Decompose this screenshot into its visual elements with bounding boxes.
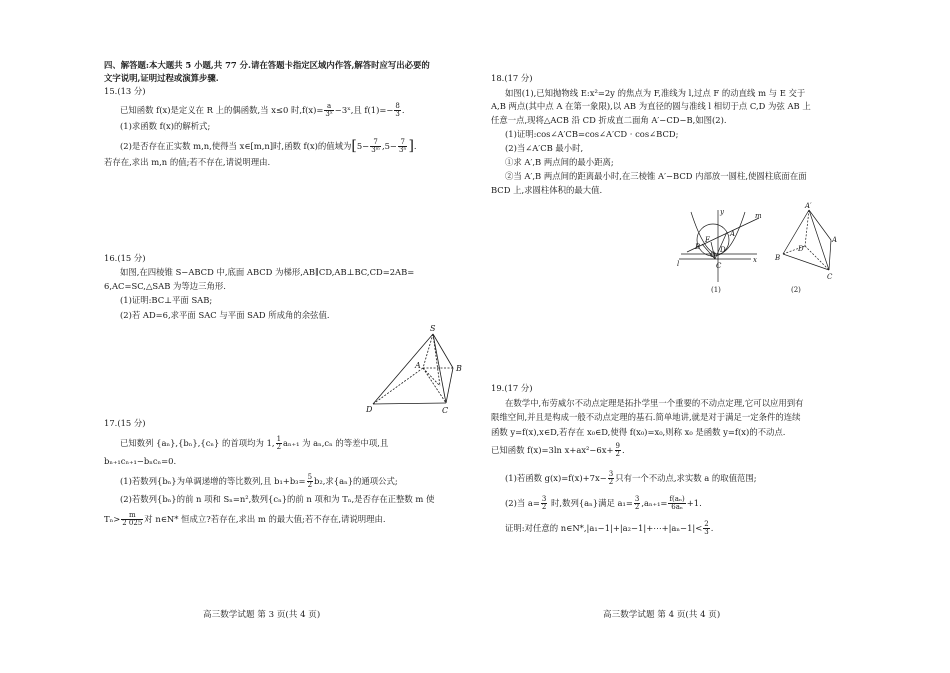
label-l: l xyxy=(677,260,680,268)
label-A: A xyxy=(832,236,837,244)
label-C: C xyxy=(442,406,449,414)
section-heading-line2: 文字说明,证明过程或演算步骤. xyxy=(104,73,219,83)
aux-line xyxy=(423,368,440,386)
q18-part2: (2)当∠A′CB 最小时, xyxy=(505,143,584,153)
height-line xyxy=(433,334,440,386)
q17-number: 17.(15 分) xyxy=(104,418,146,428)
q17-part2-cont: Tₙ> $\frac{m}{2 025}$ 对 n∈N* 恒成立?若存在,求出 m 的最大值;若不存在,请说明理由. xyxy=(104,511,386,527)
edge-A'A xyxy=(809,210,831,240)
q19-stem-line1: 在数学中,布劳威尔不动点定理是拓扑学里一个重要的不动点定理,它可以应用到有 xyxy=(505,398,804,408)
label-O: O xyxy=(710,251,716,259)
label-m: m xyxy=(755,212,762,220)
label-D: D xyxy=(366,405,373,414)
q18-part2-ii-cont: BCD 上,求圆柱体积的最大值. xyxy=(491,185,603,195)
q17-stem-line2: bₙ₊₁cₙ₊₁−bₙcₙ=0. xyxy=(104,456,177,466)
figure1-caption: (1) xyxy=(711,286,721,294)
figure2-caption: (2) xyxy=(791,286,801,294)
label-B: B xyxy=(695,243,701,251)
label-y: y xyxy=(720,208,724,216)
edge-A'C xyxy=(809,210,829,270)
page-4 xyxy=(475,0,950,673)
q16-stem-line1: 如图,在四棱锥 S−ABCD 中,底面 ABCD 为梯形,AB∥CD,AB⊥BC,CD=2AB= xyxy=(120,267,415,277)
q18-part2-ii: ②当 A′,B 两点间的距离最小时,在三棱锥 A′−BCD 内部放一圆柱,使圆柱底面在面 xyxy=(505,171,807,181)
label-B: B xyxy=(456,364,462,373)
label-D: D xyxy=(720,246,726,254)
label-C: C xyxy=(827,273,833,281)
q19-function: 已知函数 f(x)=3ln x+ax²−6x+ $\frac{9}{2}$ . xyxy=(491,442,625,458)
label-x: x xyxy=(753,256,757,264)
edge-DA xyxy=(373,368,423,404)
q16-stem-line2: 6,AC=SC,△SAB 为等边三角形. xyxy=(104,281,226,291)
label-C: C xyxy=(716,262,722,270)
q19-part2-proof: 证明:对任意的 n∈N*,|a₁−1|+|a₂−1|+⋯+|aₙ−1|< $\frac{2}{3}$ . xyxy=(505,520,714,536)
q18-part2-i: ①求 A′,B 两点间的最小距离; xyxy=(505,157,614,167)
q16-number: 16.(15 分) xyxy=(104,253,146,263)
q18-number: 18.(17 分) xyxy=(491,73,533,83)
q19-part2: (2)当 a= $\frac{3}{2}$ 时,数列{aₙ}满足 a₁= $\frac{3}{2}$ ,aₙ₊₁= $\frac{\text{f(aₙ)}}{\text{6aₙ}}$ +1. xyxy=(505,495,702,511)
q15-part1: (1)求函数 f(x)的解析式; xyxy=(120,121,211,131)
edge-DC xyxy=(373,403,446,404)
q19-stem-line2: 限维空间,并且是构成一般不动点定理的基石.简单地讲,就是对于满足一定条件的连续 xyxy=(491,412,801,422)
q15-number: 15.(13 分) xyxy=(104,86,146,96)
q16-part1: (1)证明:BC⊥平面 SAB; xyxy=(120,295,213,305)
section-heading-line1: 四、解答题:本大题共 5 小题,共 77 分.请在答题卡指定区域内作答,解答时应写出必要的 xyxy=(104,60,430,70)
footer-right: 高三数学试题 第 4 页(共 4 页) xyxy=(603,610,721,620)
q19-stem-line3: 函数 y=f(x),x∈D,若存在 x₀∈D,使得 f(x₀)=x₀,则称 x₀ 是函数 y=f(x)的不动点. xyxy=(491,427,786,437)
q18-parabola-figure xyxy=(675,204,763,296)
edge-A'B xyxy=(783,210,809,254)
edge-AC xyxy=(829,240,831,270)
q18-tetrahedron-figure xyxy=(771,200,837,296)
q18-stem-line3: 任意一点,现将△ACB 沿 CD 折成直二面角 A′−CD−B,如图(2). xyxy=(491,115,727,125)
q16-pyramid-figure xyxy=(360,322,472,414)
label-F: F xyxy=(705,236,710,244)
label-D: D xyxy=(798,245,804,253)
q18-stem-line2: A,B 两点(其中点 A 在第一象限),以 AB 为直径的圆与准线 l 相切于点 C,D 为弦 AB 上 xyxy=(491,101,811,111)
q17-stem-line1: 已知数列 {aₙ},{bₙ},{cₙ} 的首项均为 1, $\frac{1}{2}$ aₙ₊₁ 为 aₙ,cₙ 的等差中项,且 xyxy=(120,435,389,451)
label-A-prime: A′ xyxy=(805,202,812,210)
q17-part2: (2)若数列{bₙ}的前 n 项和 Sₙ=n²,数列{cₙ}的前 n 项和为 Tₙ,是否存在正整数 m 使 xyxy=(120,494,435,504)
edge-SA xyxy=(423,334,433,368)
edge-DC xyxy=(805,246,829,270)
label-B: B xyxy=(775,254,781,262)
q15-stem: 已知函数 f(x)是定义在 R 上的偶函数,当 x≤0 时,f(x)= $\frac{a}{\text{3ˣ}}$ −3ˣ,且 f(1)=− $\frac{8}{3}$ . xyxy=(120,102,405,118)
footer-left: 高三数学试题 第 3 页(共 4 页) xyxy=(203,610,321,620)
q18-stem-line1: 如图(1),已知抛物线 E:x²=2y 的焦点为 F,准线为 l,过点 F 的动直线 m 与 E 交于 xyxy=(505,88,806,98)
q15-part2-cont: 若存在,求出 m,n 的值;若不存在,请说明理由. xyxy=(104,157,271,167)
q19-number: 19.(17 分) xyxy=(491,383,533,393)
q18-part1: (1)证明:cos∠A′CB=cos∠A′CD · cos∠BCD; xyxy=(505,129,679,139)
q16-part2: (2)若 AD=6,求平面 SAC 与平面 SAD 所成角的余弦值. xyxy=(120,310,330,320)
q17-part1: (1)若数列{bₙ}为单调递增的等比数列,且 b₁+b₃= $\frac{5}{2}$ b₂,求{aₙ}的通项公式; xyxy=(120,473,398,489)
q15-part2: (2)是否存在正实数 m,n,使得当 x∈[m,n]时,函数 f(x)的值域为[5− $\frac{7}{\text{3ᵐ}}$ ,5− $\frac{7}{\text{3ⁿ}}$ ]. xyxy=(120,138,417,154)
q19-part1: (1)若函数 g(x)=f(x)+7x− $\frac{3}{2}$ 只有一个不动点,求实数 a 的取值范围; xyxy=(505,470,757,486)
edge-BC xyxy=(783,254,829,270)
label-S: S xyxy=(430,324,436,333)
label-A: A xyxy=(415,361,421,370)
edge-CB xyxy=(446,368,453,403)
label-A: A xyxy=(730,230,736,238)
